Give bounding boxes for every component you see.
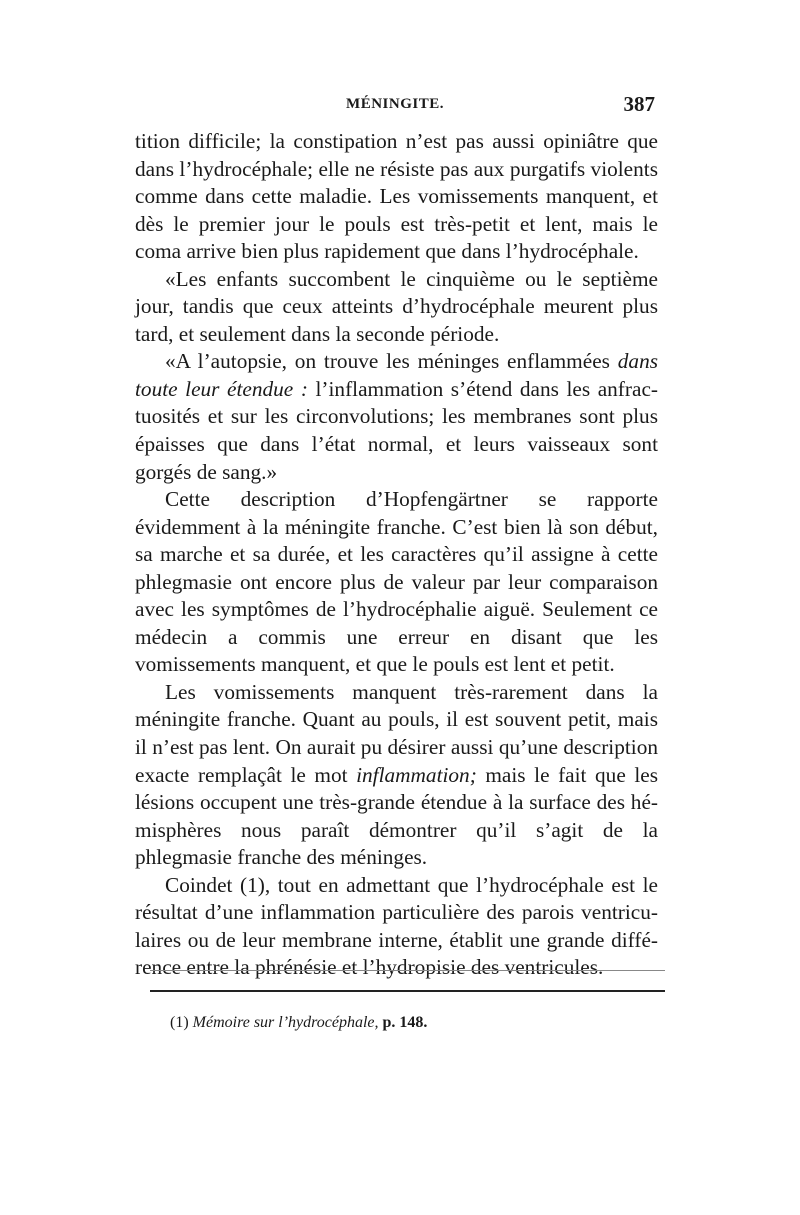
italic-phrase: dans toute leur étendue : — [135, 349, 658, 401]
text-run: l’inflammation s’étend dans les anfractuosités et sur les circonvolutions; les membranes sont plus épaisses que dans l’état normal, et leurs vaisseaux sont gorgés de sang.» — [135, 376, 658, 484]
text-run: «A l’autopsie, on trouve les méninges enflammées — [165, 349, 618, 374]
paragraph — [135, 486, 658, 679]
running-title: MÉNINGITE. — [346, 96, 444, 112]
text-run: «Les enfants succombent le cinquième ou le septième jour, tandis que ceux atteints d’hydrocéphale meurent plus tard, et seulement dans la seconde période. — [135, 266, 658, 346]
text-run: Les vomissements manquent très-rarement dans la méningite franche. Quant au pouls, il est souvent petit, mais il n’est pas lent. On aurait pu désirer aussi qu’une description exacte remplaçât le mot — [135, 679, 658, 787]
footnote-marker: (1) — [170, 1014, 189, 1031]
page-number: 387 — [623, 92, 655, 116]
paragraph — [135, 266, 658, 349]
text-run: mais le fait que les lésions occupent une très-grande étendue à la surface des hémisphères nous paraît démontrer qu’il s’agit de la phlegmasie franche des méninges. — [135, 762, 659, 870]
footnote-rule-thin — [150, 970, 665, 971]
text-run: Cette description d’Hopfengärtner se rapporte évidemment à la méningite franche. C’est bien là son début, sa marche et sa durée, et les caractères qu’il assigne à cette phlegmasie ont encore plus de valeur par leur comparaison avec les symptômes de l’hydrocéphalie aiguë. Seulement ce médecin a commis une erreur en disant que les vomissements manquent, et que le pouls est lent et petit. — [135, 487, 658, 677]
text-run: Coindet (1), tout en admettant que l’hydrocéphale est le résultat d’une inflammation particulière des parois ventriculaires ou de leur membrane interne, établit une grande différence entre la phrénésie et l’hydropisie des ventricules. — [135, 872, 658, 980]
paragraph — [135, 348, 658, 486]
paragraph — [135, 872, 658, 982]
footnote-rule — [150, 990, 665, 992]
italic-phrase: inflammation; — [356, 762, 477, 787]
running-head — [135, 92, 655, 124]
footnote-page-ref: p. 148. — [382, 1014, 428, 1031]
body-text — [135, 128, 658, 982]
paragraph — [135, 128, 658, 266]
paragraph — [135, 679, 658, 872]
footnote-title: Mémoire sur l’hydrocéphale, — [192, 1014, 379, 1031]
footnote — [170, 1013, 650, 1033]
text-run: tition difficile; la constipation n’est pas aussi opiniâtre que dans l’hydrocéphale; elle ne résiste pas aux purgatifs violents comme dans cette maladie. Les vomissements manquent, et dès le premier jour le pouls est très-petit et lent, mais le coma arrive bien plus rapidement que dans l’hydrocéphale. — [135, 129, 658, 264]
